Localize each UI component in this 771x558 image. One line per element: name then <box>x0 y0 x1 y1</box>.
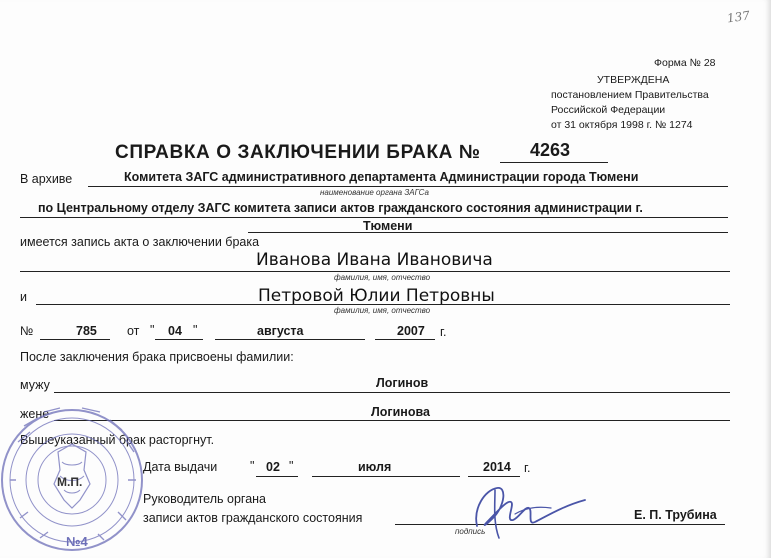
archive-org-line3: Тюмени <box>363 219 413 233</box>
archive-line-3 <box>248 232 728 233</box>
approved-by-2: Российской Федерации <box>551 104 666 116</box>
title-number-line <box>500 162 608 163</box>
record-day-line <box>155 339 203 340</box>
husband-caption: фамилия, имя, отчество <box>334 273 431 282</box>
wife-caption: фамилия, имя, отчество <box>334 306 431 315</box>
issue-day-line <box>256 476 298 477</box>
record-no-label: № <box>20 324 34 338</box>
certificate-number: 4263 <box>530 140 571 160</box>
archive-line-1 <box>88 186 728 187</box>
archive-label: В архиве <box>20 172 73 186</box>
archive-caption: наименование органа ЗАГСа <box>320 188 429 197</box>
wife-surname-label: жене <box>20 407 50 421</box>
approved-date: от 31 октября 1998 г. № 1274 <box>551 119 693 131</box>
record-quote-close: " <box>193 323 198 337</box>
record-month-line <box>215 339 365 340</box>
issue-month-line <box>312 476 460 477</box>
record-year-line <box>375 339 435 340</box>
record-year-suffix: г. <box>440 325 447 339</box>
record-month: августа <box>257 324 304 338</box>
signature-caption: подпись <box>455 527 486 536</box>
record-number-line <box>40 339 110 340</box>
divorce-text: Вышеуказанный брак расторгнут. <box>20 433 215 447</box>
archive-line-2 <box>20 217 728 218</box>
issue-quote-open: " <box>250 459 255 473</box>
record-number: 785 <box>76 324 97 338</box>
wife-line <box>36 304 730 305</box>
record-quote-open: " <box>150 323 155 337</box>
husband-name: Иванова Ивана Ивановича <box>256 250 493 270</box>
head-label-1: Руководитель органа <box>143 492 266 506</box>
husband-line <box>20 271 730 272</box>
surnames-label: После заключения брака присвоены фамилии: <box>20 350 294 364</box>
issue-year-line <box>468 476 520 477</box>
wife-surname-line <box>54 420 730 421</box>
record-day: 04 <box>168 324 182 338</box>
stamp-number: №4 <box>66 534 88 549</box>
approved-label: УТВЕРЖДЕНА <box>597 74 670 86</box>
record-from-label: от <box>127 324 140 338</box>
document-title: СПРАВКА О ЗАКЛЮЧЕНИИ БРАКА № <box>115 142 481 163</box>
husband-surname: Логинов <box>376 376 429 390</box>
record-label: имеется запись акта о заключении брака <box>20 235 260 249</box>
issue-quote-close: " <box>289 459 294 473</box>
husband-surname-label: мужу <box>20 378 50 392</box>
wife-name: Петровой Юлии Петровны <box>258 286 495 306</box>
issue-year-suffix: г. <box>524 461 531 475</box>
issue-day: 02 <box>266 460 280 474</box>
archive-org-line1: Комитета ЗАГС административного департамента Администрации города Тюмени <box>124 170 639 184</box>
issue-year: 2014 <box>483 460 511 474</box>
archive-org-line2: по Центральному отделу ЗАГС комитета записи актов гражданского состояния администрации г. <box>38 201 643 215</box>
issue-date-label: Дата выдачи <box>143 460 218 474</box>
page-number: 137 <box>726 8 751 26</box>
issue-month: июля <box>358 460 392 474</box>
and-label: и <box>20 290 27 304</box>
signature <box>455 478 595 544</box>
record-year: 2007 <box>397 324 425 338</box>
head-name: Е. П. Трубина <box>634 508 717 522</box>
husband-surname-line <box>54 392 730 393</box>
form-number: Форма № 28 <box>654 57 716 69</box>
stamp-mp: М.П. <box>57 475 83 489</box>
wife-surname: Логинова <box>371 405 430 419</box>
head-label-2: записи актов гражданского состояния <box>143 511 363 525</box>
approved-by-1: постановлением Правительства <box>551 89 709 101</box>
